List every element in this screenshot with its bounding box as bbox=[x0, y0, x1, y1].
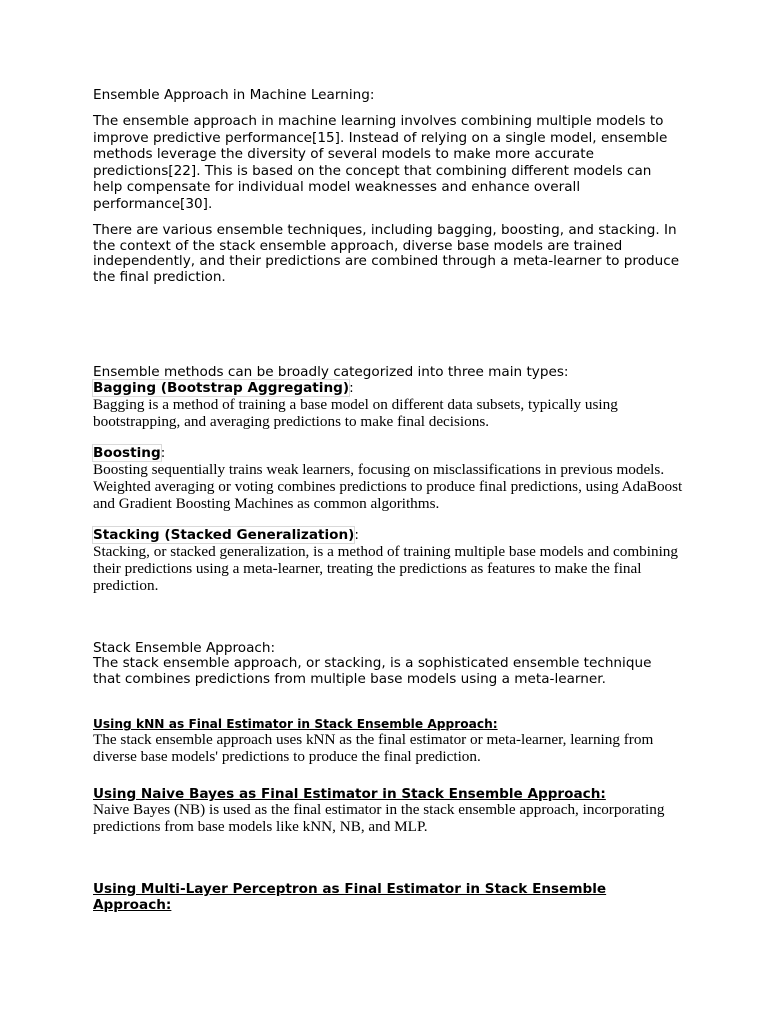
mlp-heading: Using Multi-Layer Perceptron as Final Estimator in Stack Ensemble Approach: bbox=[93, 881, 607, 913]
knn-heading: Using kNN as Final Estimator in Stack Ensemble Approach: bbox=[93, 717, 498, 731]
boosting-heading: Boosting bbox=[93, 445, 161, 461]
nb-body: Naive Bayes (NB) is used as the final estimator in the stack ensemble approach, incorporating predictions from base models like kNN, NB, and MLP. bbox=[93, 801, 665, 835]
boosting-heading-line bbox=[93, 445, 683, 462]
bagging-body: Bagging is a method of training a base model on different data subsets, typically using bootstrapping, and averaging predictions to make final decisions. bbox=[93, 396, 618, 430]
knn-body: The stack ensemble approach uses kNN as the final estimator or meta-learner, learning from diverse base models' predictions to produce the final prediction. bbox=[93, 731, 654, 765]
types-intro: Ensemble methods can be broadly categorized into three main types: bbox=[93, 364, 569, 380]
stacking-heading-line bbox=[93, 527, 683, 544]
nb-heading: Using Naive Bayes as Final Estimator in Stack Ensemble Approach: bbox=[93, 786, 606, 802]
intro-title: Ensemble Approach in Machine Learning: bbox=[93, 87, 375, 103]
boosting-body: Boosting sequentially trains weak learners, focusing on misclassifications in previous models. Weighted averaging or voting combines predictions to produce final predictions, using AdaBoost and Gradient Boosting Machines as common algorithms. bbox=[93, 461, 683, 512]
stack-body: The stack ensemble approach, or stacking, is a sophisticated ensemble technique that combines predictions from multiple base models using a meta-learner. bbox=[93, 655, 652, 687]
bagging-colon: : bbox=[349, 380, 354, 396]
intro-paragraph-1: The ensemble approach in machine learning involves combining multiple models to improve predictive performance[15]. Instead of relying on a single model, ensemble methods leverage the diversity of several models to make more accurate predictions[22]. This is based on the concept that combining different models can help compensate for individual model weaknesses and enhance overall performance[30]. bbox=[93, 113, 668, 212]
boosting-colon: : bbox=[160, 445, 166, 461]
bagging-heading: Bagging (Bootstrap Aggregating) bbox=[93, 380, 350, 396]
stack-title: Stack Ensemble Approach: bbox=[93, 640, 276, 656]
stacking-body: Stacking, or stacked generalization, is a method of training multiple base models and combining their predictions using a meta-learner, treating the predictions as features to make the final prediction. bbox=[93, 543, 678, 594]
bagging-heading-line bbox=[93, 380, 683, 397]
stacking-colon: : bbox=[354, 527, 359, 543]
stacking-heading: Stacking (Stacked Generalization) bbox=[93, 527, 355, 543]
intro-paragraph-2: There are various ensemble techniques, including bagging, boosting, and stacking. In the context of the stack ensemble approach, diverse base models are trained independently, and their predictions are combined through a meta-learner to produce the final prediction. bbox=[93, 222, 680, 285]
